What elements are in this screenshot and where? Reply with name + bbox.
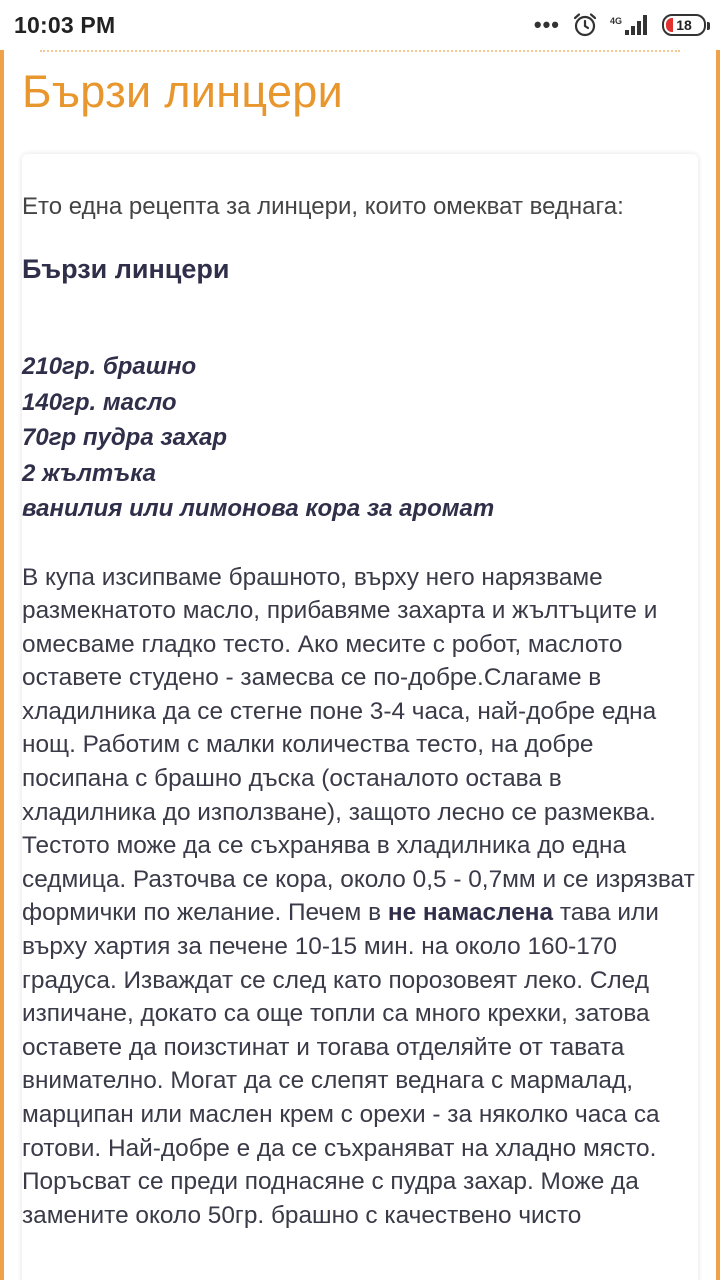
- instructions-bold: не намаслена: [387, 899, 554, 927]
- instructions-text: [22, 561, 702, 1233]
- ingredient-item: 2 жълтъка: [22, 459, 156, 487]
- left-border: [0, 50, 4, 1280]
- article-page[interactable]: [0, 50, 720, 1280]
- instructions-part-2: тава или върху хартия за печене 10-15 мин. на около 160-170 градуса. Изваждат се след като порозовеят леко. След изпичане, докато са още топли са много крехки, затова оставете да поизстинат и тогава отделяйте от тавата внимателно. Могат да се слепят веднага с мармалад, марципан или маслен крем с орехи - за няколко часа са готови. Най-добре е да се съхраняват на хладно място. Поръсват се преди поднасяне с пудра захар. Може да замените около 50гр. брашно с качествено чисто: [22, 899, 660, 1229]
- page-title: Бързи линцери: [22, 66, 344, 117]
- top-divider: [40, 50, 680, 52]
- recipe-heading: Бързи линцери: [22, 254, 230, 284]
- battery-level: 18: [676, 17, 692, 33]
- battery-icon: [662, 14, 706, 36]
- ingredient-item: ванилия или лимонова кора за аромат: [22, 495, 495, 522]
- status-icons: [534, 12, 706, 38]
- battery-fill: [666, 18, 673, 32]
- ingredient-item: 140гр. масло: [22, 388, 177, 416]
- signal-bars-icon: [624, 14, 650, 36]
- intro-text: Ето една рецепта за линцери, които омекват веднага:: [22, 193, 624, 220]
- ingredients-list: [22, 349, 702, 527]
- network-type-label: 4G: [609, 16, 622, 26]
- right-border: [716, 50, 720, 1280]
- status-time: 10:03 PM: [14, 11, 116, 38]
- more-notifications-icon: •••: [533, 12, 560, 37]
- signal-indicator: [610, 14, 650, 36]
- ingredient-item: 210гр. брашно: [22, 353, 197, 380]
- post-content: [22, 190, 702, 1232]
- status-bar: [0, 0, 720, 50]
- alarm-icon: [572, 12, 598, 38]
- ingredient-item: 70гр пудра захар: [22, 424, 227, 451]
- instructions-part-1: В купа изсипваме брашното, върху него нарязваме размекнатото масло, прибавяме захарта и жълтъците и омесваме гладко тесто. Ако месите с робот, маслото оставете студено - замесва се по-добре.Слагаме в хладилника да се стегне поне 3-4 часа, най-добре една нощ. Работим с малки количества тесто, на добре посипана с брашно дъска (останалото остава в хладилника до използване), защото лесно се размеква. Тестото може да се съхранява в хладилника до една седмица. Разточва се кора, около 0,5 - 0,7мм и се изрязват формички по желание. Печем в: [22, 563, 695, 927]
